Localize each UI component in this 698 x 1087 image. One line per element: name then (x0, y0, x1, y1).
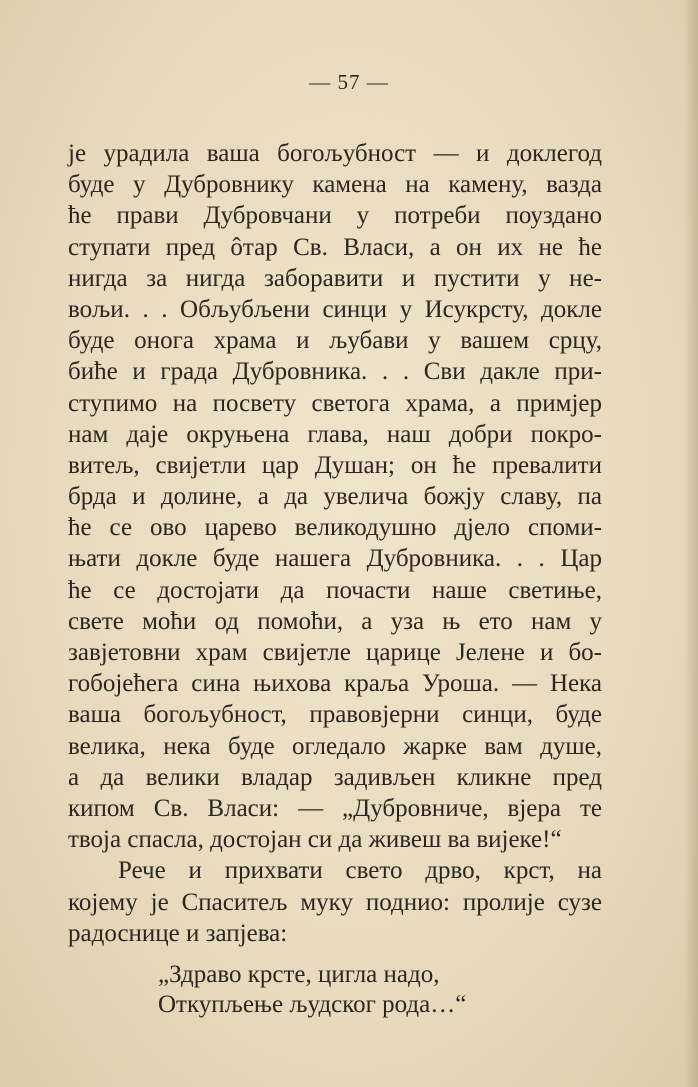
text-line: нигда за нигда заборавити и пустити у не- (68, 264, 602, 292)
text-line: завјетовни храм свијетле царице Јелене и бо- (68, 639, 602, 666)
text-line: којему је Спаситељ муку поднио: пролије сузе (68, 888, 602, 916)
text-line: је урадила ваша богољубност — и доклегод (68, 140, 602, 167)
page-number: — 57 — (309, 70, 389, 94)
text-line: ступимо на посвету светога храма, а примјер (68, 389, 602, 417)
verse-line: „Здраво крсте, цигла надо, (158, 961, 440, 988)
text-line: а да велики владар задивљен кликне пред (68, 763, 602, 791)
text-line: вољи. . . Обљубљени синци у Исукрсту, докле (68, 295, 602, 323)
text-line: нам даје окруњена глава, наш добри покро- (68, 420, 602, 448)
text-line: свете моћи од помоћи, а уза њ ето нам у (68, 607, 602, 635)
text-line: њати докле буде нашега Дубровника. . . Цар (68, 545, 602, 573)
text-line: буде онога храма и љубави у вашем срцу, (68, 327, 602, 355)
body-text (68, 138, 602, 949)
text-line: ће се достојати да почасти наше светиње, (68, 576, 602, 604)
text-line: ваша богољубност, правовјерни синци, буде (68, 701, 602, 729)
text-line: радоснице и запјева: (68, 919, 288, 947)
page-edge-shadow (684, 0, 698, 1087)
text-line: твоја спасла, достојан си да живеш ва вијеке!“ (68, 826, 562, 854)
text-line: биће и града Дубровника. . . Сви дакле при- (68, 358, 602, 386)
verse-block (158, 960, 466, 1020)
text-line: велика, нека буде огледало жарке вам душе, (68, 732, 602, 760)
text-line: ступати пред ôтар Св. Власи, а он их не ће (68, 233, 602, 261)
verse-line: Откупљење људског рода…“ (158, 991, 467, 1018)
text-line: гобојећега сина њихова краља Уроша. — Нека (68, 670, 602, 698)
text-line: ће прави Дубровчани у потреби поуздано (68, 202, 602, 230)
text-line: Рече и прихвати свето дрво, крст, на (118, 857, 602, 885)
text-line: ће се ово царево великодушно дјело споми- (68, 514, 602, 542)
text-line: кипом Св. Власи: — „Дубровниче, вјера те (68, 794, 602, 822)
text-line: витељ, свијетли цар Душан; он ће превалити (68, 451, 602, 479)
text-line: брда и долине, а да увелича божју славу, па (68, 483, 602, 511)
text-line: буде у Дубровнику камена на камену, вазда (68, 171, 602, 199)
